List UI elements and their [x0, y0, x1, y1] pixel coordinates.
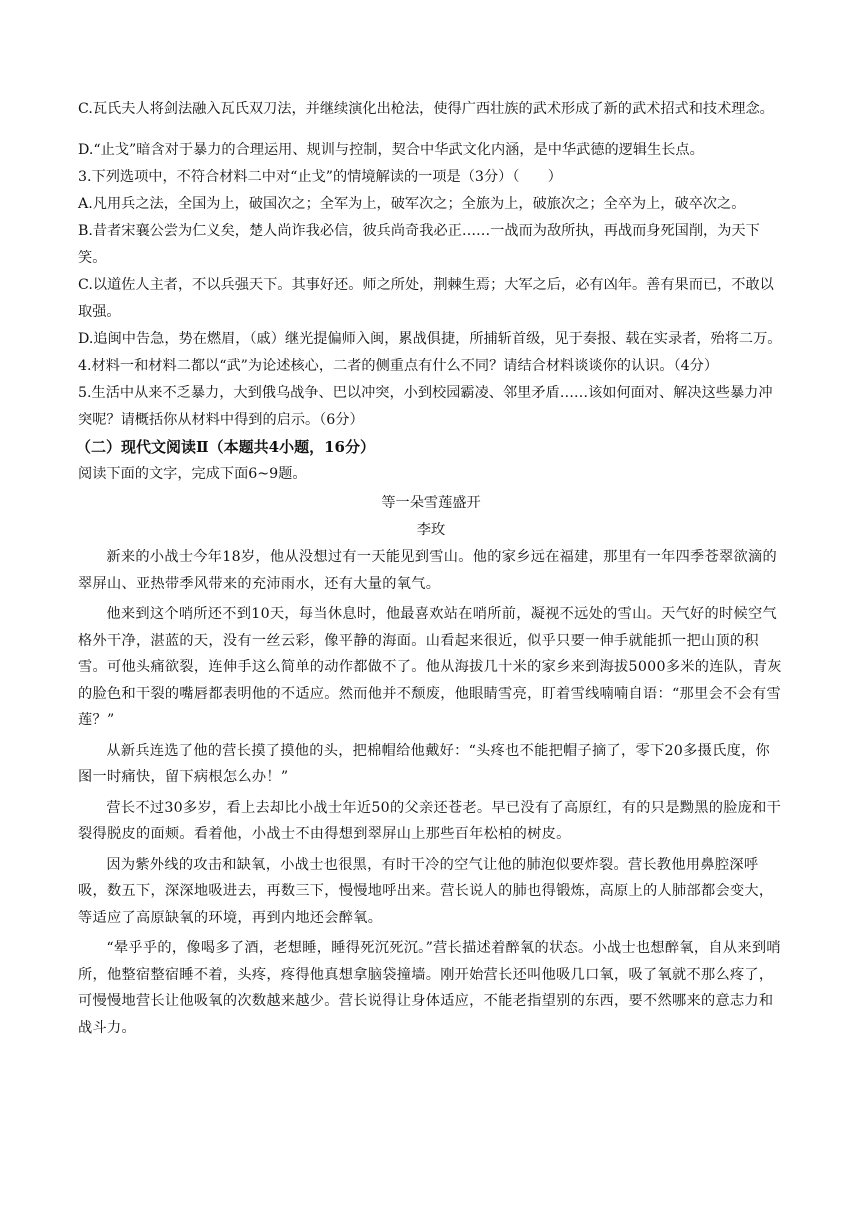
article-paragraph: 从新兵连选了他的营长摸了摸他的头，把棉帽给他戴好：“头疼也不能把帽子摘了，零下20多摄氏度，你图一时痛快，留下病根怎么办！” [78, 742, 771, 785]
article-paragraph: “晕乎乎的，像喝多了酒，老想睡，睡得死沉死沉。”营长描述着醉氧的状态。小战士也想醉氧，自从来到哨所，他整宿整宿睡不着，头疼，疼得他真想拿脑袋撞墙。刚开始营长还叫他吸几口氧，吸了氧就不那么疼了，可慢慢地营长让他吸氧的次数越来越少。营长说得让身体适应，不能老指望别的东西，要不然哪来的意志力和战斗力。 [78, 940, 781, 1036]
question-3-option-a: A.凡用兵之法，全国为上，破国次之；全军为上，破军次之；全旅为上，破旅次之；全卒为上，破卒次之。 [78, 196, 746, 212]
question-2-option-c: C.瓦氏夫人将剑法融入瓦氏双刀法，并继续演化出枪法，使得广西壮族的武术形成了新的武术招式和技术理念。 [78, 101, 774, 117]
exam-page [78, 96, 784, 1045]
question-5: 5.生活中从来不乏暴力，大到俄乌战争、巴以冲突，小到校园霸凌、邻里矛盾……该如何面对、解决这些暴力冲突呢？请概括你从材料中得到的启示。（6分） [78, 385, 773, 428]
article-author: 李玫 [416, 522, 446, 538]
question-3-option-d: D.追闽中告急，势在燃眉，（戚）继光提偏师入闽，累战俱捷，所捕斩首级，见于奏报、载在实录者，殆将二万。 [78, 331, 782, 347]
question-4: 4.材料一和材料二都以“武”为论述核心，二者的侧重点有什么不同？请结合材料谈谈你的认识。（4分） [78, 358, 719, 374]
question-2-option-d: D.“止戈”暗含对于暴力的合理运用、规训与控制，契合中华武文化内涵，是中华武德的逻辑生长点。 [78, 142, 704, 158]
article-paragraph: 他来到这个哨所还不到10天，每当休息时，他最喜欢站在哨所前，凝视不远处的雪山。天气好的时候空气格外干净，湛蓝的天，没有一丝云彩，像平静的海面。山看起来很近，似乎只要一伸手就能抓一把山顶的积雪。可他头痛欲裂，连伸手这么简单的动作都做不了。他从海拔几十米的家乡来到海拔5000多米的连队，青灰的脸色和干裂的嘴唇都表明他的不适应。然而他并不颓废，他眼睛雪亮，盯着雪线喃喃自语：“那里会不会有雪莲？” [78, 606, 782, 728]
article-paragraph: 因为紫外线的攻击和缺氧，小战士也很黑，有时干冷的空气让他的肺泡似要炸裂。营长教他用鼻腔深呼吸，数五下，深深地吸进去，再数三下，慢慢地呼出来。营长说人的肺也得锻炼，高原上的人肺部都会变大，等适应了高原缺氧的环境，再到内地还会醉氧。 [78, 856, 774, 926]
section-instruction: 阅读下面的文字，完成下面6~9题。 [78, 466, 307, 482]
question-3-option-c: C.以道佐人主者，不以兵强天下。其事好还。师之所处，荆棘生焉；大军之后，必有凶年。善有果而已，不敢以取强。 [78, 277, 774, 320]
question-3-option-b: B.昔者宋襄公尝为仁义矣，楚人尚诈我必信，彼兵尚奇我必正……一战而为敌所执，再战而身死国削，为天下笑。 [78, 223, 760, 266]
article-paragraph: 新来的小战士今年18岁，他从没想过有一天能见到雪山。他的家乡远在福建，那里有一年四季苍翠欲滴的翠屏山、亚热带季风带来的充沛雨水，还有大量的氧气。 [78, 549, 777, 592]
article-paragraph: 营长不过30多岁，看上去却比小战士年近50的父亲还苍老。早已没有了高原红，有的只是黝黑的脸庞和干裂得脱皮的面颊。看着他，小战士不由得想到翠屏山上那些百年松柏的树皮。 [78, 799, 782, 842]
section-heading: （二）现代文阅读Ⅱ（本题共4小题，16分） [76, 438, 375, 456]
question-3-stem: 3.下列选项中，不符合材料二中对“止戈”的情境解读的一项是（3分）（ ） [78, 169, 562, 185]
article-title: 等一朵雪莲盛开 [381, 495, 481, 511]
